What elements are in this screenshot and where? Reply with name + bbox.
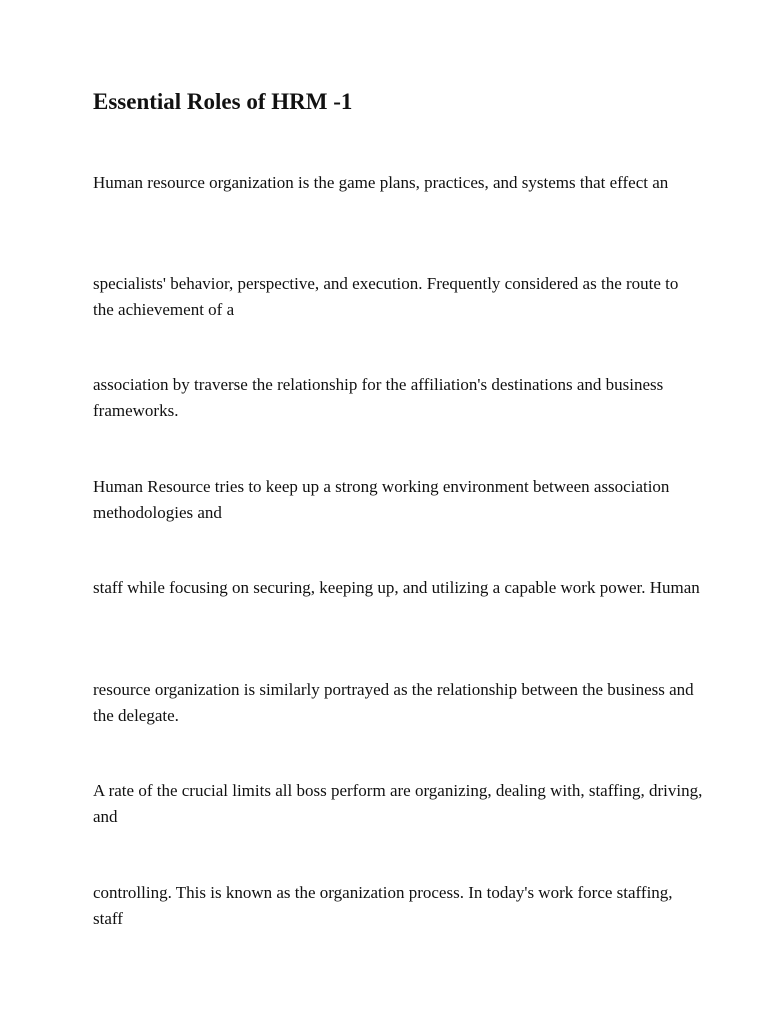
paragraph: Human Resource tries to keep up a strong working environment between association methodologies and <box>93 477 670 522</box>
paragraph: controlling. This is known as the organization process. In today's work force staffing, staff <box>93 883 673 928</box>
paragraph: specialists' behavior, perspective, and execution. Frequently considered as the route to the achievement of a <box>93 274 679 319</box>
paragraph: staff while focusing on securing, keeping up, and utilizing a capable work power. Human <box>93 578 700 597</box>
paragraph: Human resource organization is the game plans, practices, and systems that effect an <box>93 173 669 192</box>
paragraph: resource organization is similarly portrayed as the relationship between the business and the delegate. <box>93 680 694 725</box>
document-title: Essential Roles of HRM -1 <box>93 89 353 114</box>
paragraph: association by traverse the relationship for the affiliation's destinations and business frameworks. <box>93 375 664 420</box>
paragraph: A rate of the crucial limits all boss perform are organizing, dealing with, staffing, driving, and <box>93 781 703 826</box>
